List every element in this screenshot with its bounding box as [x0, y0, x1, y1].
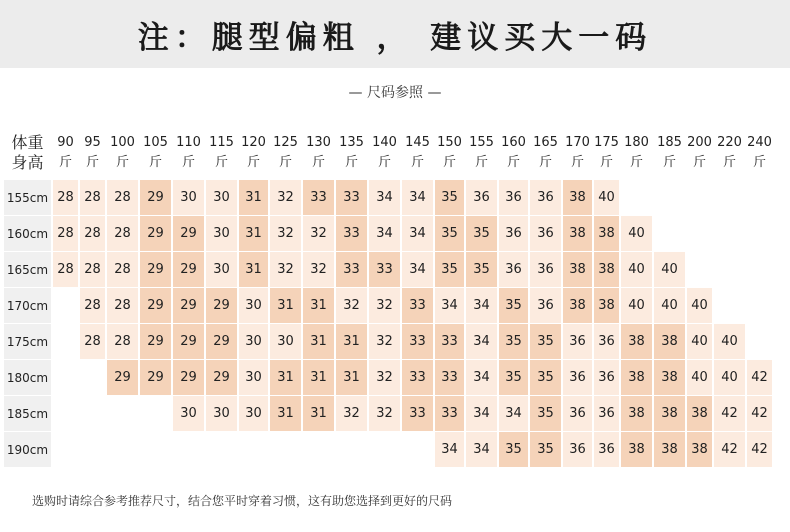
size-cell	[140, 396, 171, 431]
size-cell: 34	[369, 216, 400, 251]
weight-header	[336, 127, 367, 179]
size-cell: 35	[466, 216, 497, 251]
size-cell: 28	[53, 180, 78, 215]
size-cell: 28	[80, 252, 105, 287]
size-cell: 29	[140, 180, 171, 215]
weight-header	[499, 127, 528, 179]
size-cell: 30	[239, 324, 268, 359]
size-cell: 38	[654, 432, 685, 467]
size-cell	[402, 432, 433, 467]
size-cell: 36	[530, 288, 561, 323]
weight-unit: 斤	[115, 155, 129, 170]
size-cell	[714, 216, 745, 251]
table-row	[4, 432, 772, 467]
size-cell	[714, 288, 745, 323]
weight-value: 220	[717, 135, 742, 150]
weight-unit: 斤	[629, 155, 643, 170]
size-cell	[303, 432, 334, 467]
table-row	[4, 360, 772, 395]
table-row	[4, 396, 772, 431]
size-cell: 38	[594, 288, 619, 323]
size-cell: 30	[239, 396, 268, 431]
weight-value: 155	[469, 135, 494, 150]
size-cell	[239, 432, 268, 467]
weight-unit: 斤	[692, 155, 706, 170]
size-chart-body	[4, 180, 772, 467]
size-cell: 28	[53, 216, 78, 251]
weight-header	[369, 127, 400, 179]
size-cell: 31	[270, 360, 301, 395]
size-cell	[140, 432, 171, 467]
size-cell: 28	[80, 216, 105, 251]
size-cell: 38	[563, 288, 592, 323]
size-cell: 38	[563, 252, 592, 287]
size-cell	[53, 324, 78, 359]
size-cell: 40	[654, 252, 685, 287]
size-cell: 28	[107, 288, 138, 323]
weight-value: 165	[533, 135, 558, 150]
weight-header	[107, 127, 138, 179]
size-cell: 38	[563, 180, 592, 215]
weight-header	[654, 127, 685, 179]
size-cell	[687, 180, 712, 215]
size-cell: 36	[530, 216, 561, 251]
size-cell: 36	[594, 324, 619, 359]
size-cell: 29	[107, 360, 138, 395]
size-cell: 42	[747, 360, 772, 395]
size-cell: 32	[369, 324, 400, 359]
size-cell: 40	[714, 360, 745, 395]
weight-value: 180	[624, 135, 649, 150]
size-cell: 42	[714, 432, 745, 467]
size-cell: 36	[563, 396, 592, 431]
size-cell	[621, 180, 652, 215]
size-cell: 31	[270, 396, 301, 431]
size-cell	[654, 180, 685, 215]
size-cell: 28	[107, 216, 138, 251]
size-cell: 34	[466, 432, 497, 467]
size-cell: 36	[594, 396, 619, 431]
size-cell: 33	[402, 324, 433, 359]
size-cell: 36	[530, 180, 561, 215]
weight-unit: 斤	[474, 155, 488, 170]
size-cell: 33	[336, 216, 367, 251]
size-cell: 36	[499, 216, 528, 251]
size-cell: 31	[239, 216, 268, 251]
size-cell: 32	[336, 288, 367, 323]
size-cell: 29	[140, 360, 171, 395]
corner-header	[4, 127, 51, 179]
weight-value: 90	[57, 135, 74, 150]
size-cell: 35	[466, 252, 497, 287]
weight-unit: 斤	[662, 155, 676, 170]
weight-header	[466, 127, 497, 179]
size-cell: 29	[173, 324, 204, 359]
size-cell: 32	[369, 396, 400, 431]
weight-unit: 斤	[85, 155, 99, 170]
weight-header	[714, 127, 745, 179]
weight-value: 110	[176, 135, 201, 150]
weight-header	[303, 127, 334, 179]
footer-note: 选购时请综合参考推荐尺寸，结合您平时穿着习惯，这有助您选择到更好的尺码	[32, 494, 453, 508]
weight-header	[621, 127, 652, 179]
size-cell: 36	[563, 360, 592, 395]
size-cell: 34	[466, 396, 497, 431]
weight-header	[594, 127, 619, 179]
weight-unit: 斤	[214, 155, 228, 170]
size-cell: 38	[621, 360, 652, 395]
size-cell: 32	[270, 180, 301, 215]
height-label: 160cm	[4, 216, 51, 251]
size-cell: 31	[239, 180, 268, 215]
weight-value: 115	[209, 135, 234, 150]
size-cell	[53, 396, 78, 431]
height-label: 190cm	[4, 432, 51, 467]
size-cell: 40	[687, 324, 712, 359]
weight-value: 135	[339, 135, 364, 150]
size-cell: 31	[303, 288, 334, 323]
weight-value: 140	[372, 135, 397, 150]
weight-unit: 斤	[58, 155, 72, 170]
title-banner	[0, 0, 790, 68]
size-cell: 34	[466, 324, 497, 359]
size-cell	[270, 432, 301, 467]
weight-value: 100	[110, 135, 135, 150]
weight-unit: 斤	[278, 155, 292, 170]
size-cell: 28	[107, 324, 138, 359]
size-cell	[687, 252, 712, 287]
size-cell: 30	[206, 180, 237, 215]
size-cell: 32	[369, 360, 400, 395]
weight-value: 175	[594, 135, 619, 150]
size-cell	[687, 216, 712, 251]
size-cell: 29	[206, 288, 237, 323]
size-cell: 31	[270, 288, 301, 323]
size-cell: 33	[336, 180, 367, 215]
weight-header	[239, 127, 268, 179]
size-cell: 36	[466, 180, 497, 215]
size-cell: 32	[369, 288, 400, 323]
weight-header	[53, 127, 78, 179]
size-cell	[336, 432, 367, 467]
size-cell: 30	[173, 180, 204, 215]
size-cell: 29	[173, 288, 204, 323]
size-cell: 34	[435, 288, 464, 323]
size-cell	[80, 432, 105, 467]
size-cell: 40	[594, 180, 619, 215]
size-cell: 38	[654, 360, 685, 395]
size-cell: 29	[173, 216, 204, 251]
size-cell: 40	[687, 360, 712, 395]
size-cell: 28	[107, 180, 138, 215]
size-cell: 38	[687, 432, 712, 467]
size-cell: 42	[747, 396, 772, 431]
size-cell: 36	[594, 360, 619, 395]
size-cell: 38	[594, 216, 619, 251]
size-cell: 40	[654, 288, 685, 323]
size-cell: 31	[303, 324, 334, 359]
weight-unit: 斤	[442, 155, 456, 170]
size-cell: 33	[402, 288, 433, 323]
size-cell	[369, 432, 400, 467]
weight-value: 185	[657, 135, 682, 150]
size-chart-table	[2, 126, 774, 468]
size-cell: 34	[402, 252, 433, 287]
size-cell: 38	[687, 396, 712, 431]
weight-unit: 斤	[506, 155, 520, 170]
size-cell: 32	[303, 252, 334, 287]
size-cell: 38	[563, 216, 592, 251]
size-cell: 38	[621, 324, 652, 359]
size-cell: 34	[402, 180, 433, 215]
size-cell	[714, 252, 745, 287]
weight-value: 105	[143, 135, 168, 150]
page-title: 注：腿型偏粗 ， 建议买大一码	[137, 19, 653, 56]
size-cell: 35	[530, 432, 561, 467]
size-cell: 34	[466, 288, 497, 323]
size-cell: 36	[563, 324, 592, 359]
size-cell: 31	[336, 324, 367, 359]
size-cell: 30	[206, 216, 237, 251]
weight-value: 150	[437, 135, 462, 150]
size-cell: 33	[435, 324, 464, 359]
size-cell: 40	[621, 216, 652, 251]
size-cell: 28	[53, 252, 78, 287]
weight-header	[530, 127, 561, 179]
height-label: 155cm	[4, 180, 51, 215]
size-cell	[654, 216, 685, 251]
weight-unit: 斤	[311, 155, 325, 170]
size-cell: 35	[435, 216, 464, 251]
weight-value: 95	[84, 135, 101, 150]
weight-header	[206, 127, 237, 179]
weight-unit: 斤	[410, 155, 424, 170]
size-cell: 35	[435, 252, 464, 287]
height-label: 185cm	[4, 396, 51, 431]
size-cell	[80, 396, 105, 431]
size-cell: 40	[621, 288, 652, 323]
section-subtitle: — 尺码参照 —	[348, 85, 442, 101]
size-cell: 32	[270, 252, 301, 287]
size-cell: 33	[402, 396, 433, 431]
size-cell	[53, 288, 78, 323]
size-cell: 38	[654, 396, 685, 431]
size-cell: 33	[435, 360, 464, 395]
size-cell	[206, 432, 237, 467]
size-cell: 35	[499, 432, 528, 467]
weight-header	[173, 127, 204, 179]
size-cell: 35	[530, 360, 561, 395]
size-cell: 40	[687, 288, 712, 323]
size-cell: 28	[80, 288, 105, 323]
size-cell: 36	[499, 252, 528, 287]
size-cell: 30	[173, 396, 204, 431]
size-cell: 28	[80, 180, 105, 215]
size-cell	[747, 324, 772, 359]
weight-header	[687, 127, 712, 179]
corner-height-label: 身高	[11, 153, 44, 172]
size-cell: 29	[173, 252, 204, 287]
size-cell	[747, 216, 772, 251]
size-cell: 33	[402, 360, 433, 395]
size-cell: 30	[206, 252, 237, 287]
size-cell: 31	[303, 396, 334, 431]
weight-value: 130	[306, 135, 331, 150]
size-cell: 31	[303, 360, 334, 395]
size-cell: 42	[747, 432, 772, 467]
size-cell: 34	[499, 396, 528, 431]
size-cell: 36	[563, 432, 592, 467]
size-cell: 32	[336, 396, 367, 431]
size-cell: 34	[435, 432, 464, 467]
size-cell	[53, 432, 78, 467]
size-cell: 34	[402, 216, 433, 251]
weight-value: 200	[687, 135, 712, 150]
size-cell: 40	[714, 324, 745, 359]
size-cell: 29	[173, 360, 204, 395]
size-cell: 34	[369, 180, 400, 215]
weight-unit: 斤	[722, 155, 736, 170]
weight-header-row	[4, 127, 772, 179]
corner-weight-label: 体重	[11, 133, 44, 152]
size-cell: 29	[140, 216, 171, 251]
weight-value: 145	[405, 135, 430, 150]
size-cell: 31	[239, 252, 268, 287]
size-cell: 40	[621, 252, 652, 287]
size-cell: 33	[303, 180, 334, 215]
table-row	[4, 324, 772, 359]
weight-header	[140, 127, 171, 179]
weight-header	[563, 127, 592, 179]
table-row	[4, 216, 772, 251]
size-cell: 35	[499, 360, 528, 395]
table-row	[4, 252, 772, 287]
size-cell: 33	[369, 252, 400, 287]
size-cell: 36	[530, 252, 561, 287]
size-cell	[80, 360, 105, 395]
size-cell	[747, 288, 772, 323]
size-cell: 35	[530, 324, 561, 359]
size-cell: 29	[140, 252, 171, 287]
height-label: 170cm	[4, 288, 51, 323]
height-label: 165cm	[4, 252, 51, 287]
size-cell	[714, 180, 745, 215]
weight-header	[402, 127, 433, 179]
size-cell: 29	[206, 324, 237, 359]
size-cell: 30	[239, 360, 268, 395]
size-cell: 29	[140, 324, 171, 359]
size-cell: 38	[621, 396, 652, 431]
size-cell: 33	[435, 396, 464, 431]
weight-header	[435, 127, 464, 179]
size-cell: 35	[499, 288, 528, 323]
weight-unit: 斤	[752, 155, 766, 170]
size-cell: 29	[140, 288, 171, 323]
size-cell: 36	[499, 180, 528, 215]
weight-header	[80, 127, 105, 179]
weight-value: 120	[241, 135, 266, 150]
size-cell: 38	[654, 324, 685, 359]
weight-value: 170	[565, 135, 590, 150]
size-cell: 32	[270, 216, 301, 251]
size-cell	[107, 432, 138, 467]
size-cell	[53, 360, 78, 395]
size-cell: 35	[530, 396, 561, 431]
size-cell: 31	[336, 360, 367, 395]
size-cell: 30	[206, 396, 237, 431]
size-cell: 38	[621, 432, 652, 467]
size-cell: 28	[107, 252, 138, 287]
height-label: 175cm	[4, 324, 51, 359]
size-cell	[173, 432, 204, 467]
weight-unit: 斤	[344, 155, 358, 170]
size-cell	[747, 252, 772, 287]
weight-unit: 斤	[181, 155, 195, 170]
weight-unit: 斤	[599, 155, 613, 170]
size-cell: 29	[206, 360, 237, 395]
weight-value: 125	[273, 135, 298, 150]
size-cell: 28	[80, 324, 105, 359]
size-cell: 36	[594, 432, 619, 467]
weight-unit: 斤	[148, 155, 162, 170]
weight-header	[747, 127, 772, 179]
weight-unit: 斤	[246, 155, 260, 170]
weight-unit: 斤	[570, 155, 584, 170]
size-cell	[107, 396, 138, 431]
size-cell: 30	[239, 288, 268, 323]
size-cell: 38	[594, 252, 619, 287]
weight-header	[270, 127, 301, 179]
table-row	[4, 180, 772, 215]
table-row	[4, 288, 772, 323]
weight-unit: 斤	[377, 155, 391, 170]
weight-value: 160	[501, 135, 526, 150]
size-cell	[747, 180, 772, 215]
size-cell: 35	[435, 180, 464, 215]
size-cell: 35	[499, 324, 528, 359]
size-cell: 42	[714, 396, 745, 431]
weight-value: 240	[747, 135, 772, 150]
size-cell: 34	[466, 360, 497, 395]
height-label: 180cm	[4, 360, 51, 395]
size-cell: 30	[270, 324, 301, 359]
weight-unit: 斤	[538, 155, 552, 170]
size-cell: 32	[303, 216, 334, 251]
size-cell: 33	[336, 252, 367, 287]
